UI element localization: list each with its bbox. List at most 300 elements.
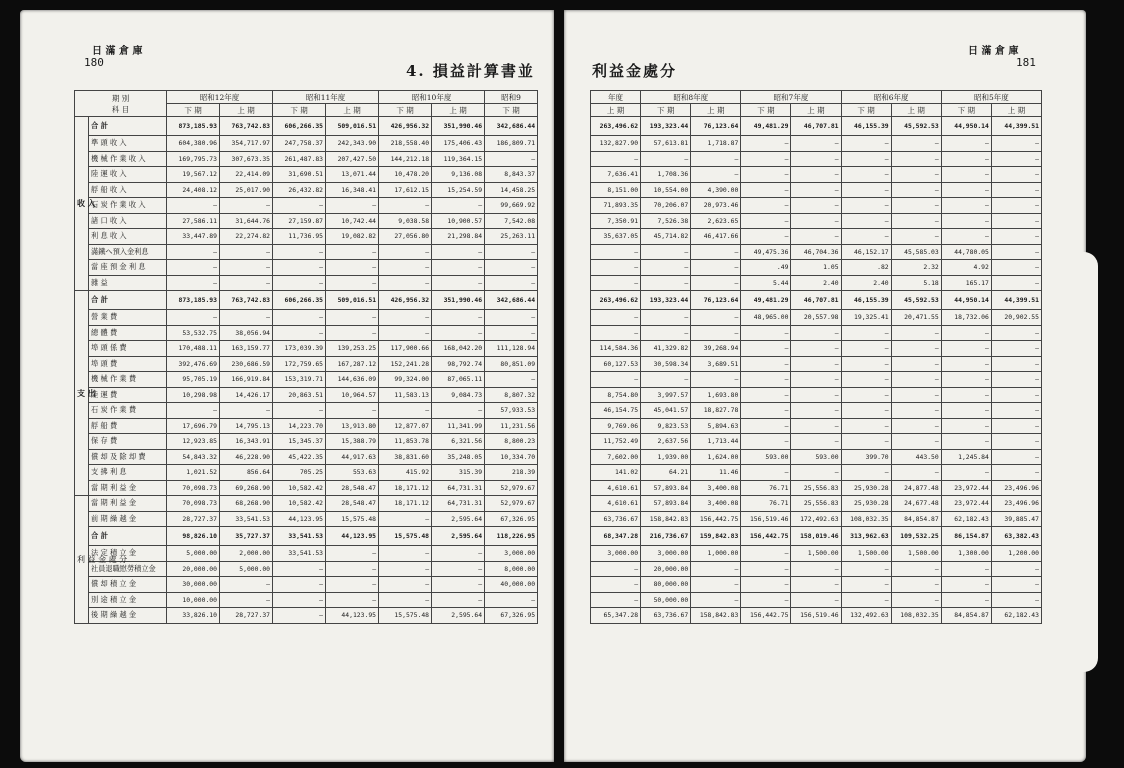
- table-row: [75, 356, 538, 372]
- cell-value: —: [741, 418, 791, 434]
- cell-value: 7,526.38: [641, 213, 691, 229]
- cell-value: 14,458.25: [485, 182, 538, 198]
- cell-value: 25,930.28: [841, 496, 891, 512]
- cell-value: 23,972.44: [941, 496, 991, 512]
- period-header: 上 期: [991, 104, 1041, 117]
- cell-value: 15,254.59: [432, 182, 485, 198]
- cell-value: 39,885.47: [991, 511, 1041, 527]
- cell-value: —: [941, 229, 991, 245]
- cell-value: 64,731.31: [432, 480, 485, 496]
- cell-value: —: [891, 198, 941, 214]
- cell-value: 35,248.05: [432, 449, 485, 465]
- cell-value: —: [841, 372, 891, 388]
- cell-value: —: [991, 325, 1041, 341]
- cell-value: 57,613.81: [641, 136, 691, 152]
- period-header: 上 期: [220, 104, 273, 117]
- cell-value: 4,610.61: [591, 480, 641, 496]
- cell-value: —: [591, 310, 641, 326]
- table-row: [591, 325, 1042, 341]
- cell-value: —: [379, 244, 432, 260]
- table-row: [75, 527, 538, 546]
- cell-value: 44,780.05: [941, 244, 991, 260]
- cell-value: —: [432, 577, 485, 593]
- table-row: [591, 387, 1042, 403]
- year-header: 昭和7年度: [741, 91, 841, 104]
- cell-value: 30,598.34: [641, 356, 691, 372]
- year-header: 年度: [591, 91, 641, 104]
- cell-value: —: [791, 403, 841, 419]
- cell-value: —: [326, 592, 379, 608]
- cell-value: —: [841, 325, 891, 341]
- cell-value: 45,592.53: [891, 117, 941, 136]
- row-label: 雜 益: [89, 275, 167, 291]
- row-label: 利 息 收 入: [89, 229, 167, 245]
- table-row: [75, 480, 538, 496]
- cell-value: 46,707.81: [791, 291, 841, 310]
- cell-value: —: [741, 356, 791, 372]
- table-row: [75, 260, 538, 276]
- cell-value: —: [791, 213, 841, 229]
- table-row: [591, 434, 1042, 450]
- cell-value: 153,319.71: [273, 372, 326, 388]
- cell-value: 2.40: [841, 275, 891, 291]
- left-title: 4. 損益計算書並: [406, 62, 535, 80]
- table-row: [591, 496, 1042, 512]
- period-header: 上 期: [326, 104, 379, 117]
- cell-value: 169,795.73: [167, 151, 220, 167]
- cell-value: —: [326, 198, 379, 214]
- cell-value: 2,595.64: [432, 511, 485, 527]
- cell-value: —: [841, 136, 891, 152]
- table-row: [75, 117, 538, 136]
- cell-value: 1,708.36: [641, 167, 691, 183]
- cell-value: 11.46: [691, 465, 741, 481]
- cell-value: —: [991, 213, 1041, 229]
- cell-value: 76,123.64: [691, 117, 741, 136]
- cell-value: —: [941, 372, 991, 388]
- cell-value: 14,795.13: [220, 418, 273, 434]
- cell-value: —: [941, 434, 991, 450]
- cell-value: —: [791, 561, 841, 577]
- table-row: [75, 418, 538, 434]
- cell-value: —: [432, 546, 485, 562]
- row-label: 後 期 繰 越 金: [89, 608, 167, 624]
- cell-value: 44,950.14: [941, 117, 991, 136]
- cell-value: 1.05: [791, 260, 841, 276]
- cell-value: 26,432.82: [273, 182, 326, 198]
- income-statement-table: [74, 90, 538, 624]
- cell-value: —: [379, 561, 432, 577]
- cell-value: 5,894.63: [691, 418, 741, 434]
- table-row: [591, 577, 1042, 593]
- cell-value: —: [432, 310, 485, 326]
- cell-value: —: [741, 577, 791, 593]
- cell-value: 45,422.35: [273, 449, 326, 465]
- cell-value: 1,500.00: [841, 546, 891, 562]
- cell-value: —: [273, 198, 326, 214]
- cell-value: —: [641, 244, 691, 260]
- cell-value: —: [741, 213, 791, 229]
- cell-value: —: [273, 403, 326, 419]
- cell-value: 63,736.67: [641, 608, 691, 624]
- cell-value: 25,556.83: [791, 496, 841, 512]
- cell-value: 443.50: [891, 449, 941, 465]
- cell-value: 156,442.75: [741, 527, 791, 546]
- cell-value: —: [167, 198, 220, 214]
- row-label: 總 體 費: [89, 325, 167, 341]
- cell-value: 28,727.37: [220, 608, 273, 624]
- year-header: 昭和5年度: [941, 91, 1041, 104]
- cell-value: 9,769.06: [591, 418, 641, 434]
- cell-value: 763,742.83: [220, 291, 273, 310]
- right-title: 利益金處分: [592, 62, 678, 80]
- cell-value: 1,500.00: [891, 546, 941, 562]
- cell-value: 31,690.51: [273, 167, 326, 183]
- cell-value: —: [991, 449, 1041, 465]
- cell-value: 9,038.58: [379, 213, 432, 229]
- cell-value: 156,519.46: [791, 608, 841, 624]
- table-row: [591, 244, 1042, 260]
- cell-value: 19,567.12: [167, 167, 220, 183]
- cell-value: 30,000.00: [167, 577, 220, 593]
- row-label: 償 却 積 立 金: [89, 577, 167, 593]
- cell-value: —: [991, 151, 1041, 167]
- table-row: [75, 449, 538, 465]
- cell-value: —: [379, 325, 432, 341]
- cell-value: 8,843.37: [485, 167, 538, 183]
- cell-value: —: [791, 198, 841, 214]
- cell-value: 2,000.00: [220, 546, 273, 562]
- row-label: 合 計: [89, 527, 167, 546]
- right-page-number: 181: [1016, 56, 1036, 69]
- cell-value: 20,000.00: [167, 561, 220, 577]
- cell-value: 25,017.90: [220, 182, 273, 198]
- cell-value: 1,500.00: [791, 546, 841, 562]
- cell-value: —: [167, 260, 220, 276]
- group-label: 利 益 金 處 分: [75, 496, 89, 624]
- cell-value: —: [485, 244, 538, 260]
- cell-value: —: [991, 182, 1041, 198]
- cell-value: 27,159.87: [273, 213, 326, 229]
- cell-value: 39,268.94: [691, 341, 741, 357]
- cell-value: —: [791, 465, 841, 481]
- cell-value: —: [841, 341, 891, 357]
- cell-value: 68,347.28: [591, 527, 641, 546]
- cell-value: 415.92: [379, 465, 432, 481]
- cell-value: —: [791, 341, 841, 357]
- cell-value: 159,842.83: [691, 527, 741, 546]
- cell-value: 14,223.70: [273, 418, 326, 434]
- cell-value: 10,900.57: [432, 213, 485, 229]
- cell-value: 23,496.96: [991, 480, 1041, 496]
- cell-value: 144,636.09: [326, 372, 379, 388]
- cell-value: 45,585.03: [891, 244, 941, 260]
- cell-value: 553.63: [326, 465, 379, 481]
- cell-value: —: [991, 356, 1041, 372]
- cell-value: —: [326, 561, 379, 577]
- cell-value: 27,056.80: [379, 229, 432, 245]
- cell-value: 3,997.57: [641, 387, 691, 403]
- cell-value: 168,042.20: [432, 341, 485, 357]
- cell-value: 1,624.00: [691, 449, 741, 465]
- table-row: [591, 341, 1042, 357]
- left-page-number: 180: [84, 56, 104, 69]
- cell-value: 12,923.85: [167, 434, 220, 450]
- cell-value: 16,348.41: [326, 182, 379, 198]
- table-row: [591, 608, 1042, 624]
- cell-value: 1,693.80: [691, 387, 741, 403]
- table-row: [75, 546, 538, 562]
- cell-value: 109,532.25: [891, 527, 941, 546]
- cell-value: 2.40: [791, 275, 841, 291]
- cell-value: 19,325.41: [841, 310, 891, 326]
- page-tab: [1072, 252, 1098, 672]
- cell-value: 49,481.29: [741, 117, 791, 136]
- row-label: 機 械 作 業 收 入: [89, 151, 167, 167]
- cell-value: 52,979.67: [485, 480, 538, 496]
- cell-value: —: [432, 260, 485, 276]
- cell-value: 44,399.51: [991, 291, 1041, 310]
- cell-value: —: [591, 577, 641, 593]
- cell-value: 10,742.44: [326, 213, 379, 229]
- cell-value: 22,274.82: [220, 229, 273, 245]
- cell-value: —: [991, 341, 1041, 357]
- cell-value: 1,718.87: [691, 136, 741, 152]
- cell-value: 873,185.93: [167, 117, 220, 136]
- cell-value: —: [941, 387, 991, 403]
- cell-value: 166,919.84: [220, 372, 273, 388]
- cell-value: 17,696.79: [167, 418, 220, 434]
- cell-value: —: [941, 341, 991, 357]
- cell-value: —: [841, 561, 891, 577]
- cell-value: —: [791, 151, 841, 167]
- cell-value: —: [591, 592, 641, 608]
- table-row: [591, 403, 1042, 419]
- cell-value: 606,266.35: [273, 291, 326, 310]
- cell-value: 4,390.00: [691, 182, 741, 198]
- cell-value: —: [591, 325, 641, 341]
- cell-value: 509,016.51: [326, 291, 379, 310]
- cell-value: 21,298.84: [432, 229, 485, 245]
- cell-value: —: [741, 403, 791, 419]
- cell-value: —: [741, 434, 791, 450]
- cell-value: 7,350.91: [591, 213, 641, 229]
- cell-value: 67,326.95: [485, 608, 538, 624]
- cell-value: —: [841, 592, 891, 608]
- cell-value: —: [941, 577, 991, 593]
- table-row: [75, 229, 538, 245]
- table-row: [75, 608, 538, 624]
- cell-value: —: [991, 434, 1041, 450]
- row-label: 石 炭 作 業 費: [89, 403, 167, 419]
- cell-value: —: [941, 151, 991, 167]
- cell-value: 873,185.93: [167, 291, 220, 310]
- cell-value: —: [641, 260, 691, 276]
- cell-value: —: [326, 260, 379, 276]
- cell-value: 17,612.15: [379, 182, 432, 198]
- cell-value: —: [741, 372, 791, 388]
- cell-value: 1,300.00: [941, 546, 991, 562]
- cell-value: 44,399.51: [991, 117, 1041, 136]
- table-row: [75, 244, 538, 260]
- cell-value: 76,123.64: [691, 291, 741, 310]
- cell-value: —: [485, 325, 538, 341]
- year-header: 昭和12年度: [167, 91, 273, 104]
- cell-value: —: [891, 592, 941, 608]
- cell-value: 156,519.46: [741, 511, 791, 527]
- cell-value: 3,000.00: [591, 546, 641, 562]
- cell-value: 175,406.43: [432, 136, 485, 152]
- table-row: [591, 182, 1042, 198]
- cell-value: —: [791, 434, 841, 450]
- cell-value: 158,019.46: [791, 527, 841, 546]
- period-header: 上 期: [791, 104, 841, 117]
- row-label: 支 拂 利 息: [89, 465, 167, 481]
- cell-value: —: [841, 418, 891, 434]
- cell-value: 111,128.94: [485, 341, 538, 357]
- cell-value: 7,636.41: [591, 167, 641, 183]
- cell-value: 54,843.32: [167, 449, 220, 465]
- cell-value: —: [591, 244, 641, 260]
- cell-value: —: [741, 387, 791, 403]
- table-row: [75, 310, 538, 326]
- cell-value: —: [379, 546, 432, 562]
- cell-value: —: [941, 418, 991, 434]
- cell-value: 218,558.40: [379, 136, 432, 152]
- cell-value: 49,475.36: [741, 244, 791, 260]
- cell-value: 70,098.73: [167, 496, 220, 512]
- cell-value: —: [941, 213, 991, 229]
- cell-value: 63,736.67: [591, 511, 641, 527]
- table-row: [591, 449, 1042, 465]
- cell-value: 342,686.44: [485, 291, 538, 310]
- cell-value: —: [691, 372, 741, 388]
- cell-value: 22,414.09: [220, 167, 273, 183]
- year-header: 昭和10年度: [379, 91, 485, 104]
- cell-value: —: [791, 372, 841, 388]
- cell-value: —: [991, 198, 1041, 214]
- cell-value: —: [167, 403, 220, 419]
- cell-value: —: [841, 229, 891, 245]
- cell-value: 8,000.00: [485, 561, 538, 577]
- cell-value: —: [273, 325, 326, 341]
- table-row: [75, 434, 538, 450]
- cell-value: —: [791, 229, 841, 245]
- cell-value: —: [591, 151, 641, 167]
- cell-value: —: [891, 356, 941, 372]
- table-corner: 期 別 科 目: [75, 91, 167, 117]
- cell-value: 50,000.00: [641, 592, 691, 608]
- cell-value: —: [485, 310, 538, 326]
- row-label: 合 計: [89, 117, 167, 136]
- cell-value: —: [941, 356, 991, 372]
- row-label: 合 計: [89, 291, 167, 310]
- row-label: 別 途 積 立 金: [89, 592, 167, 608]
- cell-value: 307,673.35: [220, 151, 273, 167]
- cell-value: —: [991, 244, 1041, 260]
- row-label: 保 存 費: [89, 434, 167, 450]
- cell-value: 20,863.51: [273, 387, 326, 403]
- table-row: [75, 387, 538, 403]
- cell-value: 46,154.75: [591, 403, 641, 419]
- cell-value: 5,000.00: [220, 561, 273, 577]
- cell-value: 15,575.48: [379, 527, 432, 546]
- cell-value: 23,972.44: [941, 480, 991, 496]
- cell-value: —: [741, 325, 791, 341]
- cell-value: —: [841, 182, 891, 198]
- cell-value: —: [741, 229, 791, 245]
- cell-value: 108,032.35: [891, 608, 941, 624]
- cell-value: —: [641, 310, 691, 326]
- cell-value: —: [991, 577, 1041, 593]
- cell-value: 46,155.39: [841, 117, 891, 136]
- cell-value: 313,962.63: [841, 527, 891, 546]
- cell-value: 33,541.53: [273, 527, 326, 546]
- cell-value: 95,705.19: [167, 372, 220, 388]
- cell-value: —: [891, 561, 941, 577]
- cell-value: 38,831.60: [379, 449, 432, 465]
- cell-value: 426,956.32: [379, 291, 432, 310]
- cell-value: 46,152.17: [841, 244, 891, 260]
- cell-value: —: [691, 577, 741, 593]
- cell-value: 4.92: [941, 260, 991, 276]
- cell-value: 46,707.81: [791, 117, 841, 136]
- table-row: [591, 275, 1042, 291]
- cell-value: 763,742.83: [220, 117, 273, 136]
- row-label: 埠 頭 費: [89, 356, 167, 372]
- cell-value: —: [841, 465, 891, 481]
- period-header: 下 期: [273, 104, 326, 117]
- cell-value: 24,408.12: [167, 182, 220, 198]
- cell-value: 193,323.44: [641, 117, 691, 136]
- cell-value: 8,800.23: [485, 434, 538, 450]
- row-label: 陸 運 費: [89, 387, 167, 403]
- table-row: [75, 592, 538, 608]
- cell-value: —: [941, 592, 991, 608]
- period-header: 上 期: [691, 104, 741, 117]
- cell-value: 57,893.84: [641, 480, 691, 496]
- table-row: [75, 465, 538, 481]
- cell-value: —: [791, 418, 841, 434]
- table-row: [75, 496, 538, 512]
- cell-value: 60,127.53: [591, 356, 641, 372]
- cell-value: 38,056.94: [220, 325, 273, 341]
- table-row: [591, 511, 1042, 527]
- cell-value: 114,584.36: [591, 341, 641, 357]
- cell-value: —: [991, 403, 1041, 419]
- cell-value: 193,323.44: [641, 291, 691, 310]
- cell-value: 351,990.46: [432, 117, 485, 136]
- cell-value: 10,964.57: [326, 387, 379, 403]
- row-label: 社員退職慰勞積立金: [89, 561, 167, 577]
- table-row: [591, 260, 1042, 276]
- cell-value: 144,212.18: [379, 151, 432, 167]
- cell-value: —: [891, 372, 941, 388]
- cell-value: —: [432, 275, 485, 291]
- cell-value: —: [991, 418, 1041, 434]
- cell-value: —: [991, 275, 1041, 291]
- cell-value: —: [941, 403, 991, 419]
- cell-value: —: [379, 592, 432, 608]
- cell-value: —: [326, 577, 379, 593]
- cell-value: 45,041.57: [641, 403, 691, 419]
- table-row: [591, 592, 1042, 608]
- cell-value: 11,736.95: [273, 229, 326, 245]
- cell-value: 52,979.67: [485, 496, 538, 512]
- cell-value: —: [379, 403, 432, 419]
- cell-value: 9,084.73: [432, 387, 485, 403]
- cell-value: 11,583.13: [379, 387, 432, 403]
